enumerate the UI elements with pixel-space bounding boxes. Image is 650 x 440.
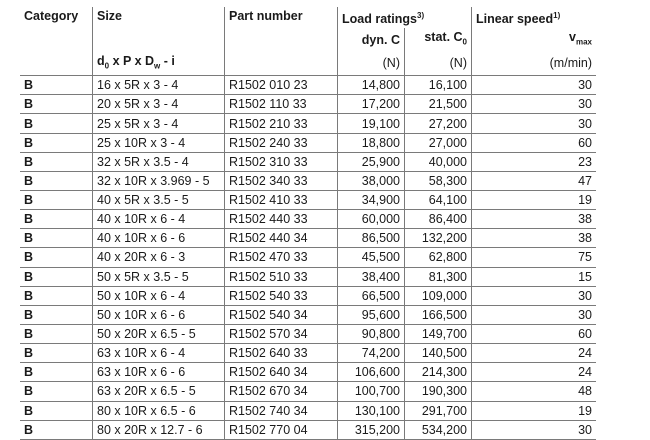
cell-dyn: 315,200 [338,420,405,439]
cell-size: 32 x 5R x 3.5 - 4 [93,152,225,171]
cell-speed: 38 [472,210,597,229]
cell-part-number: R1502 440 34 [225,229,338,248]
table-row [20,114,596,133]
cell-size: 16 x 5R x 3 - 4 [93,76,225,95]
cell-stat: 214,300 [405,363,472,382]
table-row [20,133,596,152]
cell-speed: 30 [472,420,597,439]
header-linear-speed: Linear speed$^{1)}$ [472,7,597,28]
cell-category: B [20,286,93,305]
cell-size: 50 x 20R x 6.5 - 5 [93,324,225,343]
cell-part-number: R1502 540 33 [225,286,338,305]
header-dyn: dyn. C [338,28,405,52]
cell-size: 63 x 10R x 6 - 4 [93,344,225,363]
cell-size: 80 x 10R x 6.5 - 6 [93,401,225,420]
cell-stat: 166,500 [405,305,472,324]
cell-category: B [20,76,93,95]
cell-stat: 21,500 [405,95,472,114]
cell-part-number: R1502 310 33 [225,152,338,171]
cell-size: 20 x 5R x 3 - 4 [93,95,225,114]
table-row [20,401,596,420]
cell-stat: 86,400 [405,210,472,229]
cell-category: B [20,344,93,363]
cell-dyn: 86,500 [338,229,405,248]
cell-category: B [20,114,93,133]
cell-part-number: R1502 470 33 [225,248,338,267]
table-row [20,305,596,324]
cell-part-number: R1502 740 34 [225,401,338,420]
table-row [20,248,596,267]
header-load-ratings: Load ratings$^{3)}$ [338,7,472,28]
cell-stat: 27,200 [405,114,472,133]
cell-part-number: R1502 240 33 [225,133,338,152]
cell-stat: 40,000 [405,152,472,171]
cell-size: 50 x 10R x 6 - 6 [93,305,225,324]
cell-stat: 62,800 [405,248,472,267]
table-row [20,324,596,343]
cell-stat: 81,300 [405,267,472,286]
cell-part-number: R1502 410 33 [225,191,338,210]
cell-speed: 24 [472,363,597,382]
cell-category: B [20,401,93,420]
unit-dyn: (N) [338,52,405,76]
table-row [20,76,596,95]
cell-stat: 140,500 [405,344,472,363]
cell-category: B [20,95,93,114]
cell-dyn: 60,000 [338,210,405,229]
cell-part-number: R1502 340 33 [225,171,338,190]
header-size: Size [93,7,225,28]
cell-part-number: R1502 640 33 [225,344,338,363]
cell-stat: 109,000 [405,286,472,305]
cell-size: 40 x 5R x 3.5 - 5 [93,191,225,210]
unit-stat: (N) [405,52,472,76]
cell-stat: 132,200 [405,229,472,248]
cell-dyn: 25,900 [338,152,405,171]
cell-category: B [20,210,93,229]
header-part-number: Part number [225,7,338,28]
table-row [20,286,596,305]
cell-speed: 38 [472,229,597,248]
cell-size: 50 x 5R x 3.5 - 5 [93,267,225,286]
cell-part-number: R1502 510 33 [225,267,338,286]
cell-dyn: 14,800 [338,76,405,95]
unit-speed: (m/min) [472,52,597,76]
cell-size: 25 x 5R x 3 - 4 [93,114,225,133]
cell-stat: 291,700 [405,401,472,420]
cell-dyn: 19,100 [338,114,405,133]
cell-size: 40 x 20R x 6 - 3 [93,248,225,267]
ball-screw-table [20,7,596,440]
cell-category: B [20,152,93,171]
table-row [20,420,596,439]
cell-size: 63 x 10R x 6 - 6 [93,363,225,382]
header-category: Category [24,9,79,23]
cell-dyn: 38,400 [338,267,405,286]
cell-speed: 30 [472,286,597,305]
header-size-formula: $d_0$ x P x $D_w$ - i [93,52,225,76]
table-row [20,344,596,363]
cell-dyn: 45,500 [338,248,405,267]
cell-category: B [20,171,93,190]
cell-size: 80 x 20R x 12.7 - 6 [93,420,225,439]
cell-stat: 64,100 [405,191,472,210]
cell-size: 40 x 10R x 6 - 6 [93,229,225,248]
table-row [20,152,596,171]
table-row [20,229,596,248]
cell-part-number: R1502 770 04 [225,420,338,439]
cell-part-number: R1502 440 33 [225,210,338,229]
cell-part-number: R1502 540 34 [225,305,338,324]
table-row [20,171,596,190]
cell-part-number: R1502 110 33 [225,95,338,114]
cell-dyn: 74,200 [338,344,405,363]
cell-dyn: 34,900 [338,191,405,210]
cell-category: B [20,420,93,439]
cell-dyn: 18,800 [338,133,405,152]
cell-speed: 75 [472,248,597,267]
header-vmax: $v_{max}$ [472,28,597,52]
table-row [20,191,596,210]
cell-part-number: R1502 010 23 [225,76,338,95]
cell-category: B [20,191,93,210]
cell-part-number: R1502 640 34 [225,363,338,382]
cell-category: B [20,324,93,343]
cell-part-number: R1502 670 34 [225,382,338,401]
cell-speed: 30 [472,305,597,324]
cell-category: B [20,229,93,248]
cell-speed: 60 [472,133,597,152]
cell-stat: 58,300 [405,171,472,190]
cell-stat: 16,100 [405,76,472,95]
cell-category: B [20,248,93,267]
cell-stat: 534,200 [405,420,472,439]
cell-speed: 48 [472,382,597,401]
cell-speed: 30 [472,95,597,114]
table-row [20,95,596,114]
cell-category: B [20,133,93,152]
cell-speed: 24 [472,344,597,363]
cell-dyn: 100,700 [338,382,405,401]
table-row [20,267,596,286]
cell-speed: 23 [472,152,597,171]
cell-speed: 19 [472,191,597,210]
cell-speed: 19 [472,401,597,420]
cell-stat: 190,300 [405,382,472,401]
header-stat: stat. $C_0$ [405,28,472,52]
cell-speed: 15 [472,267,597,286]
cell-dyn: 38,000 [338,171,405,190]
cell-size: 32 x 10R x 3.969 - 5 [93,171,225,190]
table-row [20,363,596,382]
cell-speed: 30 [472,114,597,133]
cell-dyn: 90,800 [338,324,405,343]
cell-dyn: 106,600 [338,363,405,382]
cell-speed: 60 [472,324,597,343]
cell-category: B [20,305,93,324]
cell-size: 25 x 10R x 3 - 4 [93,133,225,152]
cell-dyn: 95,600 [338,305,405,324]
cell-part-number: R1502 570 34 [225,324,338,343]
cell-size: 50 x 10R x 6 - 4 [93,286,225,305]
cell-stat: 27,000 [405,133,472,152]
cell-speed: 30 [472,76,597,95]
cell-size: 63 x 20R x 6.5 - 5 [93,382,225,401]
cell-dyn: 17,200 [338,95,405,114]
cell-category: B [20,267,93,286]
cell-size: 40 x 10R x 6 - 4 [93,210,225,229]
cell-speed: 47 [472,171,597,190]
table-row [20,210,596,229]
cell-category: B [20,382,93,401]
cell-dyn: 66,500 [338,286,405,305]
cell-stat: 149,700 [405,324,472,343]
table-row [20,382,596,401]
cell-category: B [20,363,93,382]
cell-dyn: 130,100 [338,401,405,420]
cell-part-number: R1502 210 33 [225,114,338,133]
